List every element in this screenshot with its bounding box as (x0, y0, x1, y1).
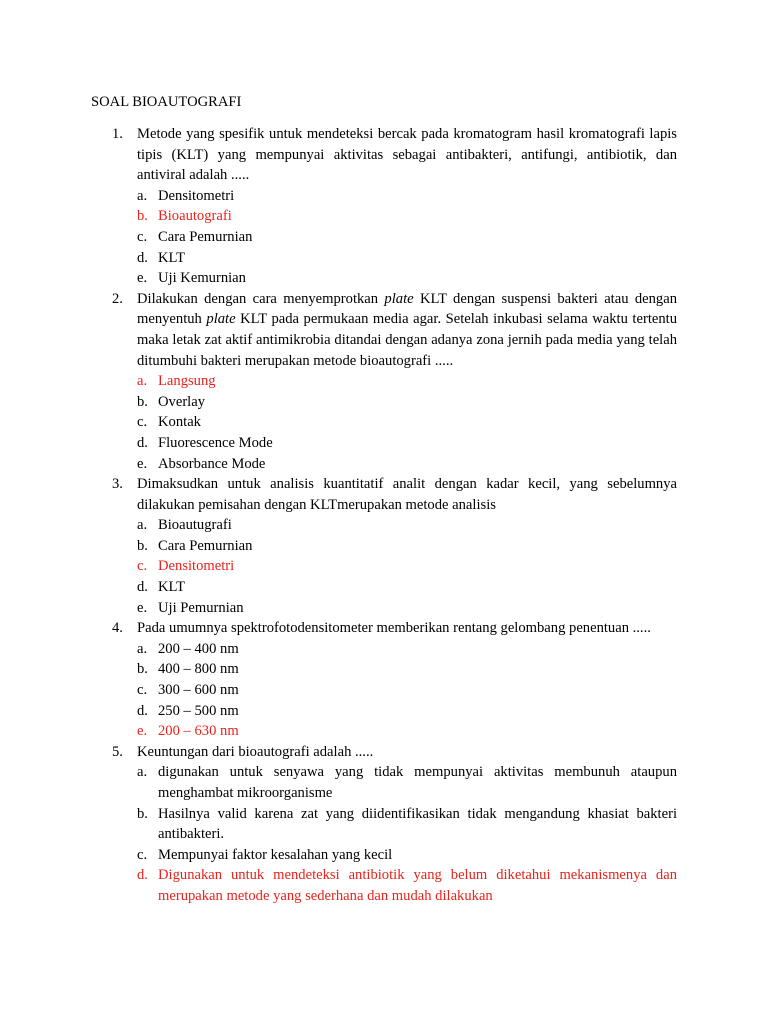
option-text: Bioautografi (158, 208, 232, 225)
option-d-correct (0, 865, 768, 906)
option-text: Uji Pemurnian (158, 599, 244, 616)
option-letter: a. (137, 764, 148, 781)
option-list (0, 515, 768, 618)
option-letter: b. (137, 661, 148, 678)
option-text: 400 – 800 nm (158, 661, 239, 678)
option-a (0, 762, 768, 803)
question-list (0, 124, 768, 907)
option-c (0, 412, 768, 433)
option-letter: d. (137, 579, 148, 596)
option-text: 200 – 630 nm (158, 723, 239, 740)
option-text: Digunakan untuk mendeteksi antibiotik yang belum diketahui mekanismenya dan merupakan metode yang sederhana dan mudah dilakukan (158, 867, 677, 904)
question-text: Metode yang spesifik untuk mendeteksi bercak pada kromatogram hasil kromatografi lapis tipis (KLT) yang mempunyai aktivitas sebagai antibakteri, antifungi, antibiotik, dan antiviral adalah ..... (137, 126, 677, 184)
option-letter: d. (137, 249, 148, 266)
question-number: 3. (112, 476, 123, 493)
question-number: 4. (112, 620, 123, 637)
question-text-part: KLT pada permukaan media agar. Setelah inkubasi selama waktu tertentu maka letak zat aktif antimikrobia ditandai dengan adanya zona jernih pada media yang telah ditumbuhi bakteri merupakan metode bioautografi ..... (137, 311, 678, 369)
option-text: Kontak (158, 414, 201, 431)
option-text: 300 – 600 nm (158, 682, 239, 699)
option-c (0, 680, 768, 701)
option-letter: c. (137, 228, 148, 245)
question-number: 5. (112, 743, 123, 760)
question-5 (0, 742, 768, 907)
option-list (0, 371, 768, 474)
question-text: Keuntungan dari bioautografi adalah ..... (137, 743, 374, 760)
option-text: digunakan untuk senyawa yang tidak mempunyai aktivitas membunuh ataupun menghambat mikroorganisme (158, 764, 677, 801)
option-b (0, 804, 768, 845)
option-letter: d. (137, 702, 148, 719)
option-letter: c. (137, 558, 148, 575)
option-b (0, 659, 768, 680)
option-b (0, 392, 768, 413)
option-letter: d. (137, 867, 148, 884)
option-letter: b. (137, 393, 148, 410)
option-text: Densitometri (158, 187, 235, 204)
option-text: Bioautugrafi (158, 517, 232, 534)
question-1 (0, 124, 768, 289)
page-title: SOAL BIOAUTOGRAFI (91, 94, 242, 110)
option-letter: c. (137, 682, 148, 699)
option-letter: a. (137, 640, 148, 657)
option-letter: b. (137, 537, 148, 554)
option-text: Langsung (158, 373, 216, 390)
option-letter: a. (137, 517, 148, 534)
question-text: Pada umumnya spektrofotodensitometer memberikan rentang gelombang penentuan ..... (137, 620, 651, 637)
question-4 (0, 618, 768, 742)
option-b-correct (0, 206, 768, 227)
option-d (0, 248, 768, 269)
question-text: Dimaksudkan untuk analisis kuantitatif analit dengan kadar kecil, yang sebelumnya dilakukan pemisahan dengan KLTmerupakan metode analisis (137, 476, 677, 513)
option-text: 250 – 500 nm (158, 702, 239, 719)
option-text: Absorbance Mode (158, 455, 266, 472)
option-list (0, 762, 768, 906)
option-text: Mempunyai faktor kesalahan yang kecil (158, 846, 393, 863)
option-list (0, 639, 768, 742)
option-text: KLT (158, 579, 186, 596)
option-text: Densitometri (158, 558, 235, 575)
question-text-part: Dilakukan dengan cara menyemprotkan (137, 290, 385, 307)
option-d (0, 433, 768, 454)
option-e (0, 268, 768, 289)
option-a-correct (0, 371, 768, 392)
option-e-correct (0, 721, 768, 742)
option-letter: e. (137, 270, 148, 287)
option-letter: a. (137, 187, 148, 204)
question-text (137, 289, 677, 371)
question-text-part: KLT dengan suspensi bakteri atau dengan menyentuh (137, 290, 677, 328)
option-letter: e. (137, 599, 148, 616)
option-text: 200 – 400 nm (158, 640, 239, 657)
option-letter: c. (137, 846, 148, 863)
option-c (0, 845, 768, 866)
question-text-italic: plate (206, 311, 236, 328)
option-a (0, 186, 768, 207)
option-letter: e. (137, 723, 148, 740)
option-e (0, 598, 768, 619)
question-3 (0, 474, 768, 618)
option-letter: b. (137, 805, 148, 822)
option-text: Cara Pemurnian (158, 537, 253, 554)
option-letter: a. (137, 373, 148, 390)
option-c (0, 227, 768, 248)
option-d (0, 577, 768, 598)
option-a (0, 515, 768, 536)
question-2 (0, 289, 768, 474)
option-d (0, 701, 768, 722)
option-a (0, 639, 768, 660)
option-letter: e. (137, 455, 148, 472)
question-number: 2. (112, 290, 123, 307)
option-text: Cara Pemurnian (158, 228, 253, 245)
option-e (0, 454, 768, 475)
option-letter: c. (137, 414, 148, 431)
option-list (0, 186, 768, 289)
question-text-italic: plate (384, 290, 414, 307)
option-text: Fluorescence Mode (158, 434, 273, 451)
option-text: Hasilnya valid karena zat yang diidentifikasikan tidak mengandung khasiat bakteri antibakteri. (158, 805, 677, 843)
option-c-correct (0, 556, 768, 577)
option-b (0, 536, 768, 557)
option-text: Overlay (158, 393, 206, 410)
option-text: KLT (158, 249, 186, 266)
option-text: Uji Kemurnian (158, 270, 246, 287)
option-letter: d. (137, 434, 148, 451)
option-letter: b. (137, 208, 148, 225)
question-number: 1. (112, 126, 123, 142)
